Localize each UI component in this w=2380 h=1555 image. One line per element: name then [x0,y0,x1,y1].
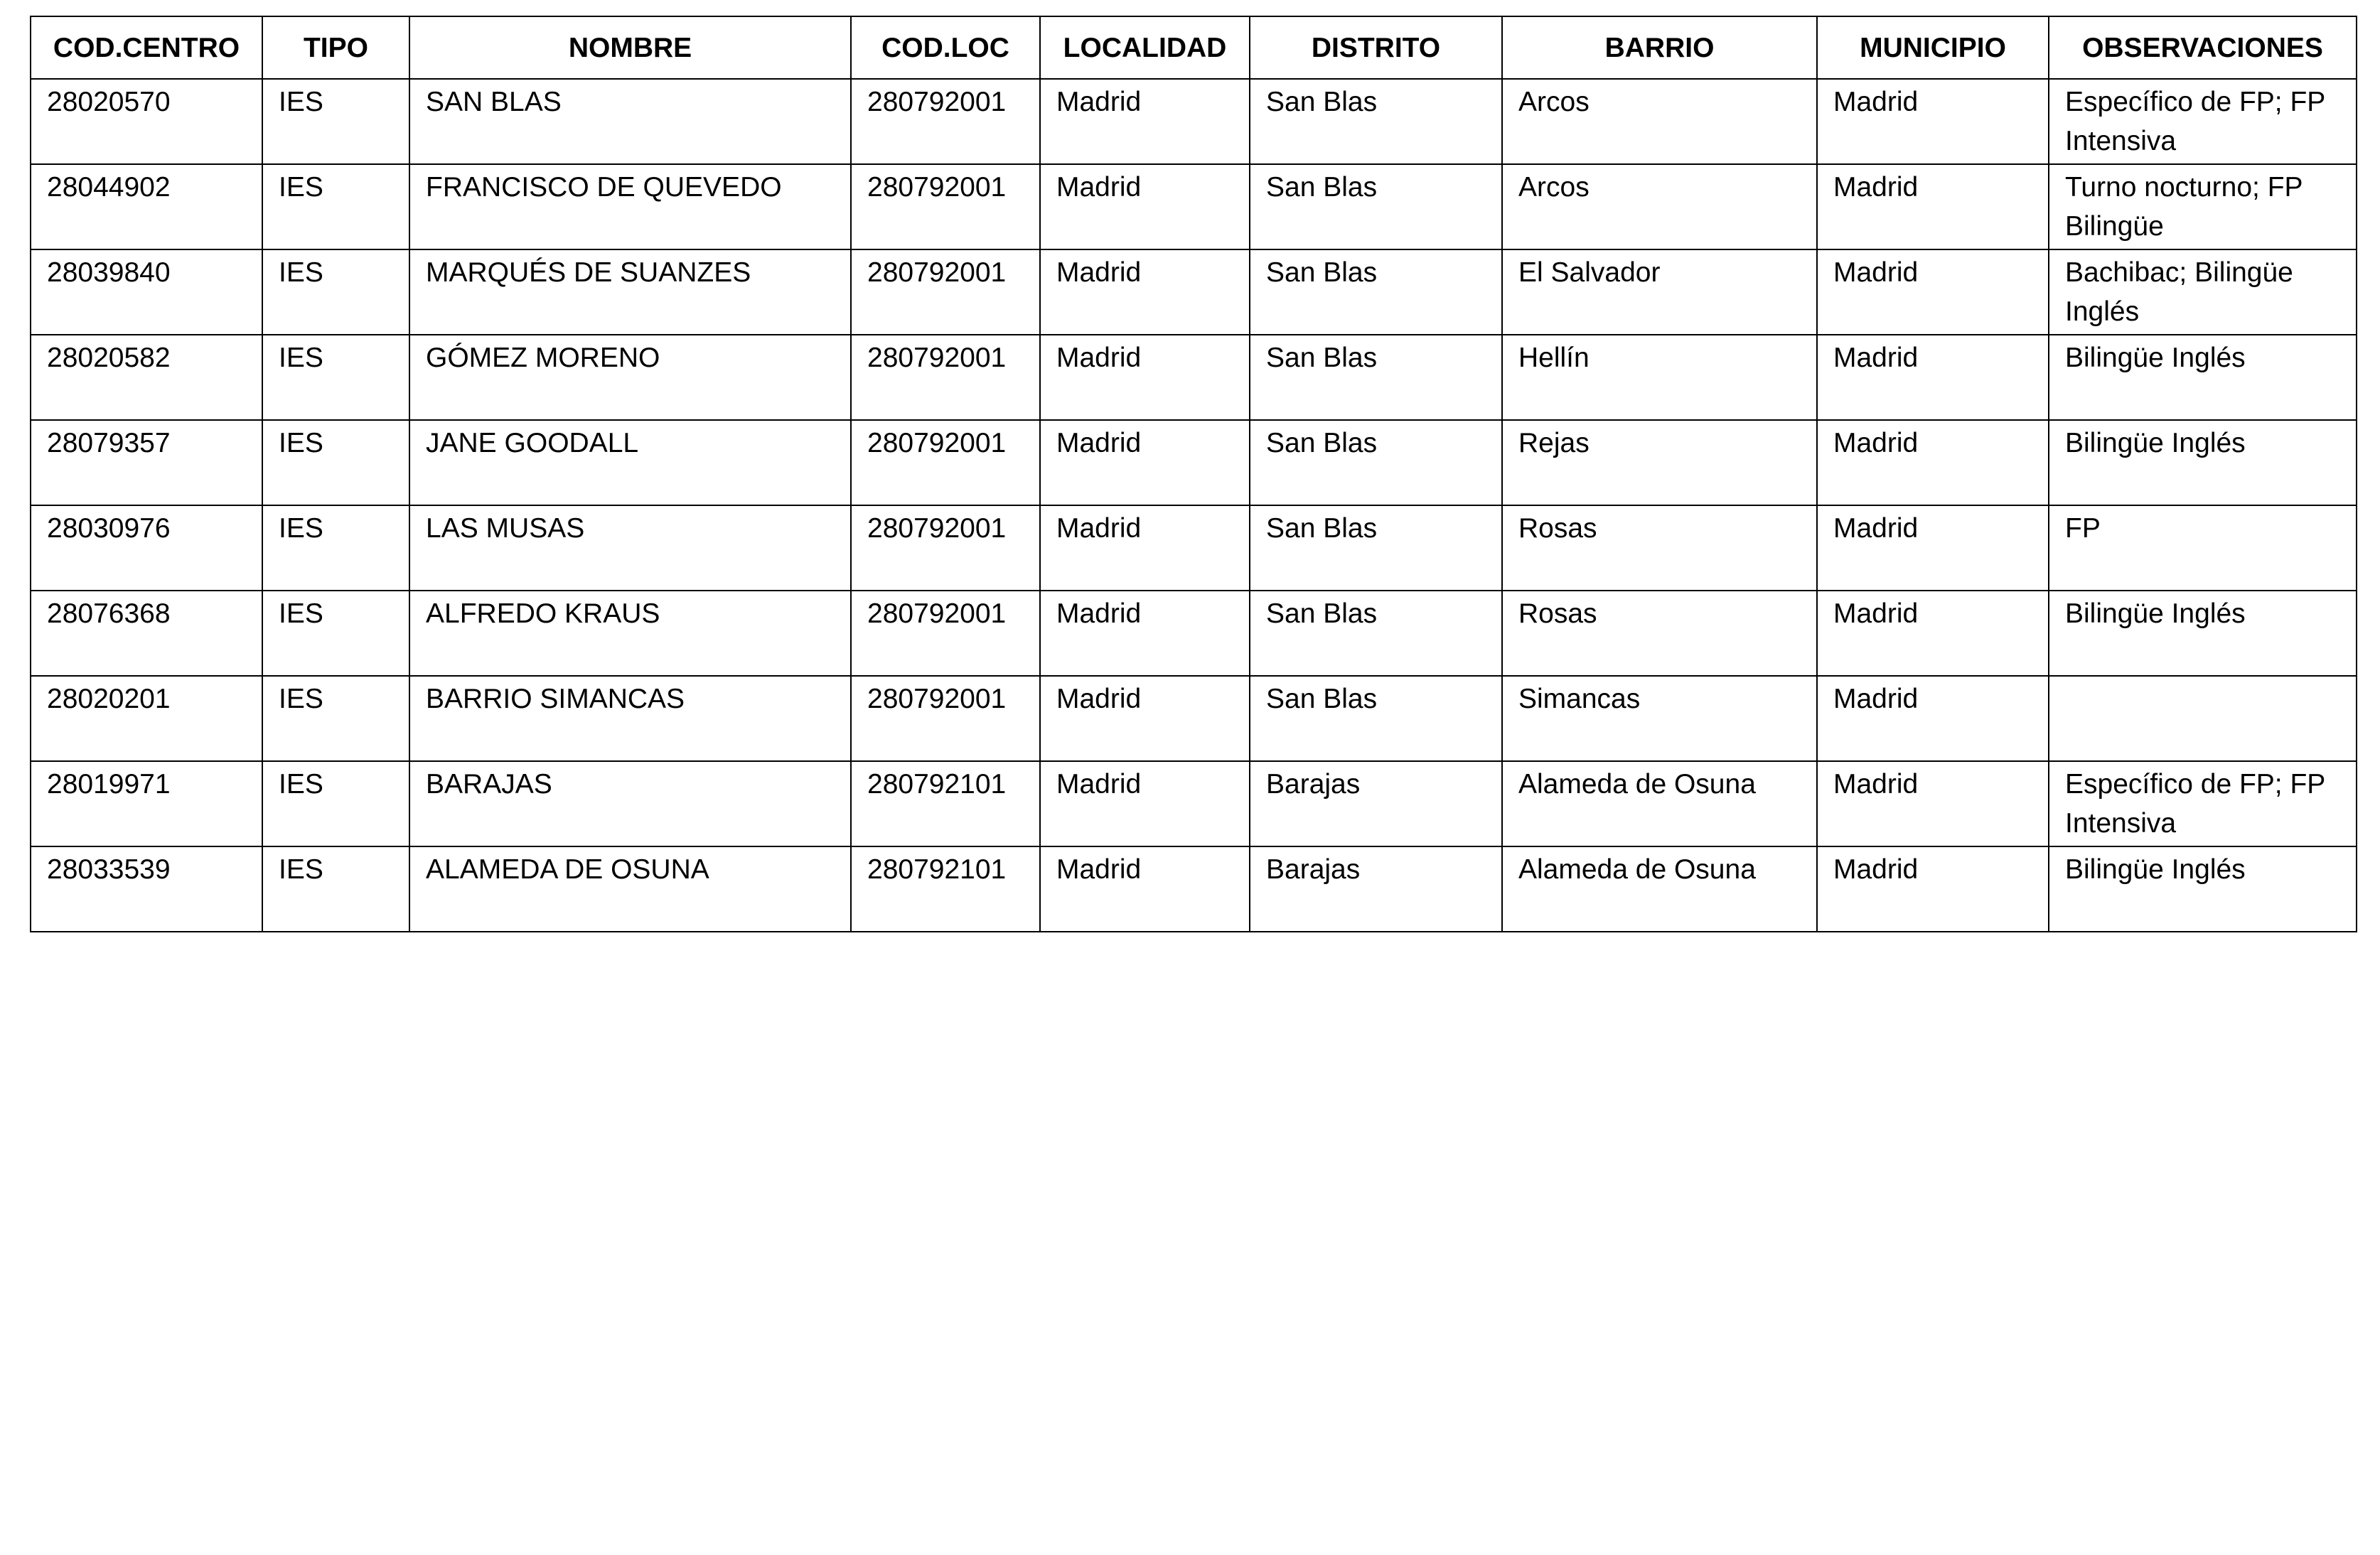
cell-nombre: BARRIO SIMANCAS [409,676,851,761]
cell-localidad: Madrid [1040,846,1250,932]
cell-cod-loc: 280792001 [851,249,1040,335]
cell-localidad: Madrid [1040,591,1250,676]
cell-cod-centro: 28039840 [31,249,262,335]
cell-distrito: San Blas [1250,420,1502,505]
cell-municipio: Madrid [1817,505,2049,591]
cell-municipio: Madrid [1817,846,2049,932]
cell-distrito: San Blas [1250,249,1502,335]
cell-tipo: IES [262,249,409,335]
cell-distrito: San Blas [1250,79,1502,164]
cell-cod-centro: 28020201 [31,676,262,761]
cell-municipio: Madrid [1817,79,2049,164]
header-nombre: NOMBRE [409,16,851,79]
cell-observaciones: Específico de FP; FP Intensiva [2049,79,2357,164]
cell-municipio: Madrid [1817,164,2049,249]
cell-barrio: Arcos [1502,164,1817,249]
cell-cod-loc: 280792001 [851,505,1040,591]
table-row [31,79,2357,164]
cell-localidad: Madrid [1040,335,1250,420]
header-tipo: TIPO [262,16,409,79]
header-municipio: MUNICIPIO [1817,16,2049,79]
cell-tipo: IES [262,335,409,420]
cell-cod-loc: 280792001 [851,335,1040,420]
cell-barrio: Arcos [1502,79,1817,164]
cell-barrio: Hellín [1502,335,1817,420]
cell-nombre: GÓMEZ MORENO [409,335,851,420]
cell-municipio: Madrid [1817,761,2049,846]
cell-localidad: Madrid [1040,79,1250,164]
cell-nombre: ALAMEDA DE OSUNA [409,846,851,932]
table-row [31,249,2357,335]
cell-distrito: San Blas [1250,505,1502,591]
cell-nombre: FRANCISCO DE QUEVEDO [409,164,851,249]
cell-nombre: ALFREDO KRAUS [409,591,851,676]
cell-localidad: Madrid [1040,505,1250,591]
cell-observaciones: Bilingüe Inglés [2049,591,2357,676]
cell-municipio: Madrid [1817,676,2049,761]
cell-municipio: Madrid [1817,249,2049,335]
cell-barrio: Rosas [1502,505,1817,591]
table-row [31,335,2357,420]
cell-observaciones: FP [2049,505,2357,591]
cell-tipo: IES [262,676,409,761]
cell-localidad: Madrid [1040,761,1250,846]
cell-nombre: SAN BLAS [409,79,851,164]
cell-tipo: IES [262,591,409,676]
cell-nombre: LAS MUSAS [409,505,851,591]
cell-barrio: El Salvador [1502,249,1817,335]
cell-municipio: Madrid [1817,591,2049,676]
cell-localidad: Madrid [1040,676,1250,761]
cell-observaciones: Turno nocturno; FP Bilingüe [2049,164,2357,249]
cell-observaciones: Bilingüe Inglés [2049,335,2357,420]
cell-distrito: San Blas [1250,676,1502,761]
cell-barrio: Simancas [1502,676,1817,761]
cell-cod-loc: 280792001 [851,591,1040,676]
cell-observaciones: Bilingüe Inglés [2049,420,2357,505]
cell-cod-loc: 280792001 [851,164,1040,249]
cell-tipo: IES [262,164,409,249]
cell-barrio: Rosas [1502,591,1817,676]
cell-distrito: San Blas [1250,335,1502,420]
cell-tipo: IES [262,79,409,164]
schools-table [30,16,2357,932]
cell-tipo: IES [262,420,409,505]
cell-cod-centro: 28076368 [31,591,262,676]
cell-cod-centro: 28033539 [31,846,262,932]
cell-cod-loc: 280792101 [851,846,1040,932]
cell-cod-loc: 280792001 [851,79,1040,164]
table-body [31,79,2357,932]
cell-observaciones: Bachibac; Bilingüe Inglés [2049,249,2357,335]
cell-cod-loc: 280792001 [851,420,1040,505]
cell-municipio: Madrid [1817,420,2049,505]
table-row [31,846,2357,932]
header-localidad: LOCALIDAD [1040,16,1250,79]
cell-nombre: BARAJAS [409,761,851,846]
cell-cod-loc: 280792101 [851,761,1040,846]
cell-localidad: Madrid [1040,420,1250,505]
header-barrio: BARRIO [1502,16,1817,79]
table-row [31,505,2357,591]
cell-cod-loc: 280792001 [851,676,1040,761]
table-row [31,591,2357,676]
cell-tipo: IES [262,846,409,932]
cell-observaciones: Bilingüe Inglés [2049,846,2357,932]
cell-cod-centro: 28079357 [31,420,262,505]
cell-localidad: Madrid [1040,249,1250,335]
header-distrito: DISTRITO [1250,16,1502,79]
cell-distrito: San Blas [1250,164,1502,249]
cell-tipo: IES [262,761,409,846]
cell-cod-centro: 28030976 [31,505,262,591]
cell-municipio: Madrid [1817,335,2049,420]
header-cod-centro: COD.CENTRO [31,16,262,79]
cell-barrio: Alameda de Osuna [1502,761,1817,846]
cell-nombre: MARQUÉS DE SUANZES [409,249,851,335]
table-row [31,164,2357,249]
cell-barrio: Rejas [1502,420,1817,505]
cell-barrio: Alameda de Osuna [1502,846,1817,932]
cell-distrito: Barajas [1250,761,1502,846]
cell-cod-centro: 28019971 [31,761,262,846]
header-observaciones: OBSERVACIONES [2049,16,2357,79]
cell-observaciones: Específico de FP; FP Intensiva [2049,761,2357,846]
cell-distrito: Barajas [1250,846,1502,932]
cell-localidad: Madrid [1040,164,1250,249]
cell-observaciones [2049,676,2357,761]
cell-cod-centro: 28020582 [31,335,262,420]
table-row [31,676,2357,761]
cell-nombre: JANE GOODALL [409,420,851,505]
cell-distrito: San Blas [1250,591,1502,676]
header-row [31,16,2357,79]
header-cod-loc: COD.LOC [851,16,1040,79]
cell-tipo: IES [262,505,409,591]
table-row [31,420,2357,505]
table-row [31,761,2357,846]
cell-cod-centro: 28044902 [31,164,262,249]
cell-cod-centro: 28020570 [31,79,262,164]
